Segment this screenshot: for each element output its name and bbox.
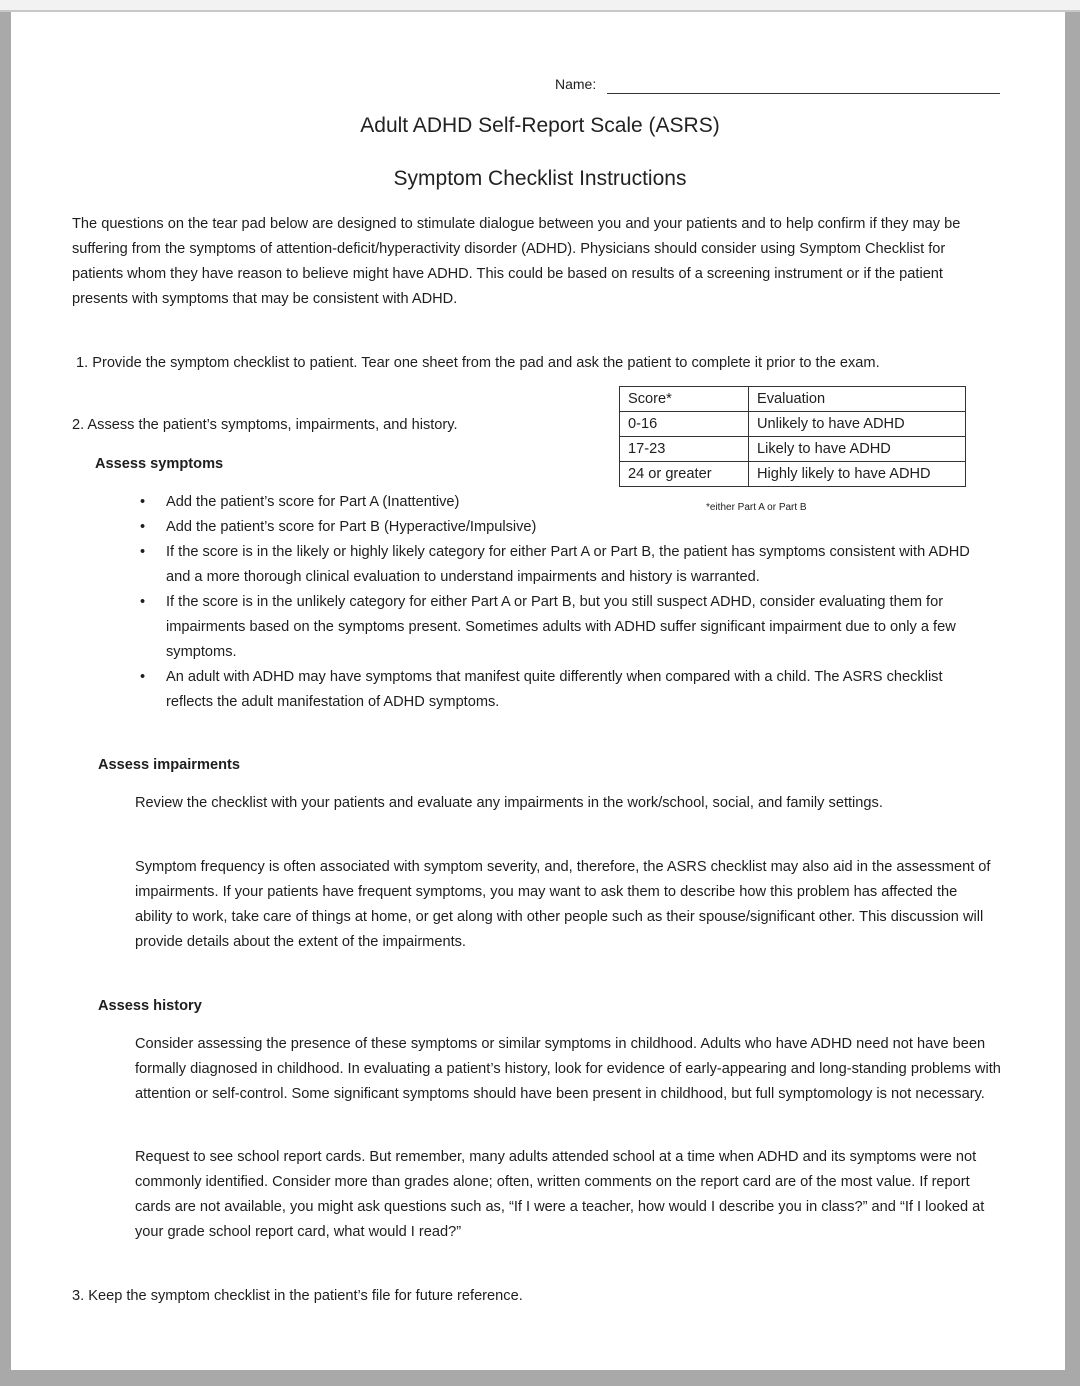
step-1: 1. Provide the symptom checklist to patient. Tear one sheet from the pad and ask the patient to complete it prior to the exam. bbox=[76, 355, 880, 371]
list-item: • An adult with ADHD may have symptoms that manifest quite differently when compared with a child. The ASRS checklist reflects the adult manifestation of ADHD symptoms. bbox=[140, 665, 980, 715]
table-header: Score* bbox=[620, 387, 749, 412]
table-cell: Unlikely to have ADHD bbox=[749, 412, 966, 437]
history-paragraph: Request to see school report cards. But remember, many adults attended school at a time when ADHD and its symptoms were not commonly identified. Consider more than grades alone; often, written comments on the report card are of the most value. If report cards are not available, you might ask questions such as, “If I were a teacher, how would I describe you in class?” and “If I looked at your grade school report card, what would I read?” bbox=[135, 1149, 985, 1240]
list-item: • If the score is in the unlikely category for either Part A or Part B, but you still suspect ADHD, consider evaluating them for impairments based on the symptoms present. Sometimes adults with ADHD suffer significant impairment due to only a few symptoms. bbox=[140, 590, 980, 665]
list-item: • If the score is in the likely or highly likely category for either Part A or Part B, the patient has symptoms consistent with ADHD and a more thorough clinical evaluation to understand impairments and history is warranted. bbox=[140, 540, 980, 590]
assess-impairments-heading: Assess impairments bbox=[98, 757, 240, 773]
list-item: • Add the patient’s score for Part B (Hyperactive/Impulsive) bbox=[140, 515, 666, 540]
table-cell: 17-23 bbox=[620, 437, 749, 462]
name-label: Name: bbox=[555, 76, 597, 92]
history-paragraph: Consider assessing the presence of these symptoms or similar symptoms in childhood. Adults who have ADHD need not have been formally diagnosed in childhood. In evaluating a patient’s history, look for evidence of early-appearing and long-standing problems with attention or self-control. Some significant symptoms should have been present in childhood, but full symptomology is not necessary. bbox=[135, 1036, 1001, 1102]
document-subtitle: Symptom Checklist Instructions bbox=[393, 167, 687, 190]
top-border bbox=[0, 0, 1080, 12]
list-item: • Add the patient’s score for Part A (Inattentive) bbox=[140, 490, 666, 515]
table-cell: 24 or greater bbox=[620, 462, 749, 487]
table-cell: Likely to have ADHD bbox=[749, 437, 966, 462]
score-table bbox=[619, 386, 966, 487]
symptoms-list bbox=[140, 490, 980, 715]
table-cell: Highly likely to have ADHD bbox=[749, 462, 966, 487]
table-footnote: *either Part A or Part B bbox=[706, 502, 807, 513]
assess-history-heading: Assess history bbox=[98, 998, 202, 1014]
step-3: 3. Keep the symptom checklist in the patient’s file for future reference. bbox=[72, 1288, 523, 1304]
impairments-paragraph: Review the checklist with your patients and evaluate any impairments in the work/school, social, and family settings. bbox=[135, 795, 883, 811]
intro-paragraph: The questions on the tear pad below are designed to stimulate dialogue between you and your patients and to help confirm if they may be suffering from the symptoms of attention-deficit/hyperactivity disorder (ADHD). Physicians should consider using Symptom Checklist for patients whom they have reason to believe might have ADHD. This could be based on results of a screening instrument or if the patient presents with symptoms that may be consistent with ADHD. bbox=[72, 216, 961, 307]
table-header: Evaluation bbox=[749, 387, 966, 412]
name-field-line[interactable] bbox=[607, 93, 1000, 94]
table-cell: 0-16 bbox=[620, 412, 749, 437]
assess-symptoms-heading: Assess symptoms bbox=[95, 456, 224, 472]
impairments-paragraph: Symptom frequency is often associated with symptom severity, and, therefore, the ASRS checklist may also aid in the assessment of impairments. If your patients have frequent symptoms, you may want to ask them to describe how this problem has affected the ability to work, take care of things at home, or get along with other people such as their spouse/significant other. This discussion will provide details about the extent of the impairments. bbox=[135, 859, 991, 950]
document-title: Adult ADHD Self-Report Scale (ASRS) bbox=[360, 114, 720, 137]
step-2: 2. Assess the patient’s symptoms, impairments, and history. bbox=[72, 417, 458, 433]
